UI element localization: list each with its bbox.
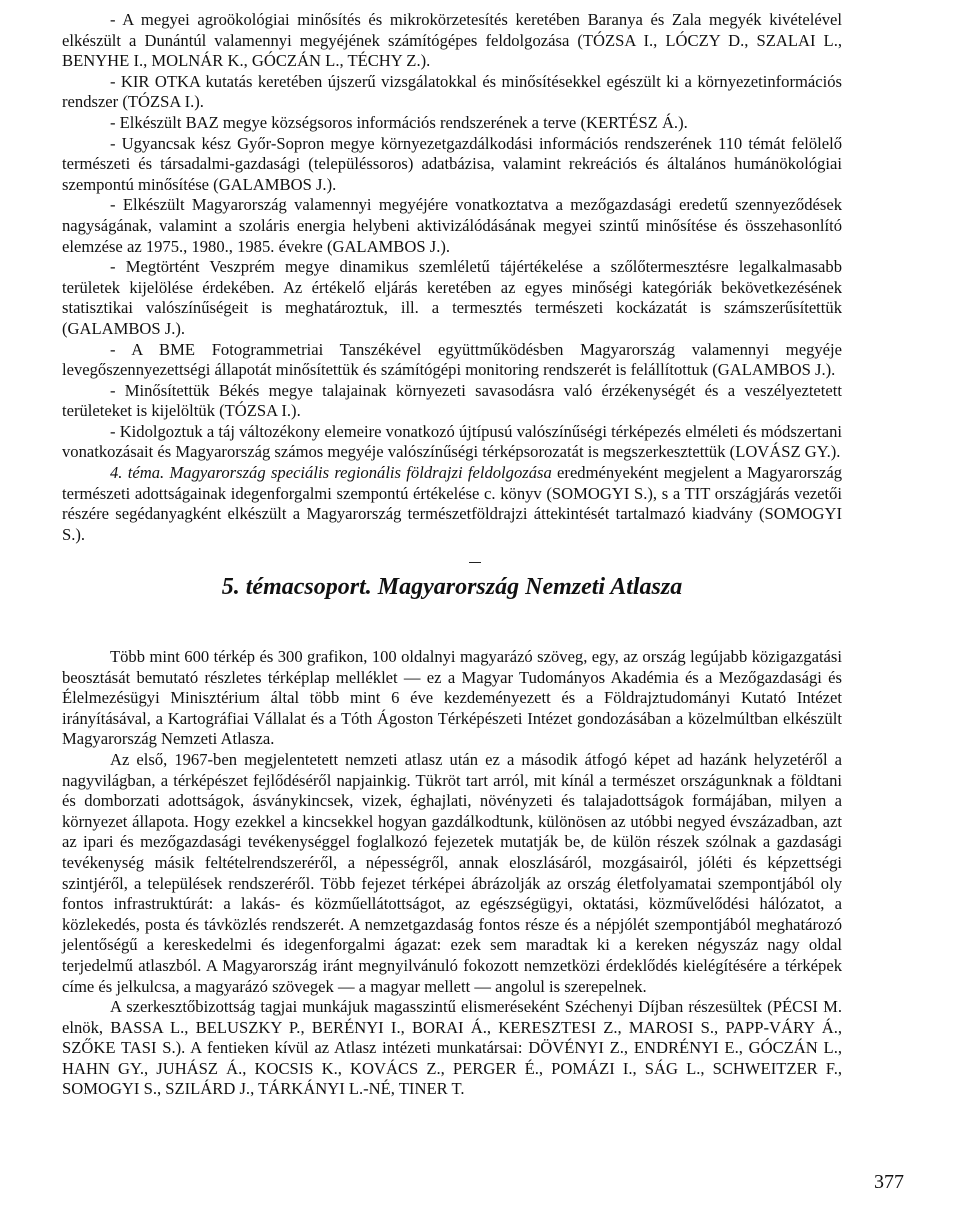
report-item-gyor-sopron: - Ugyancsak kész Győr-Sopron megye környezetgazdálkodási információs rendszerének 110 témát felölelő természeti és társadalmi-gazdasági (településsoros) adatbázisa, valamint rekreációs és általános humánökológiai szempontú minősítése (GALAMBOS J.). — [62, 133, 842, 194]
theme-4-paragraph — [62, 463, 842, 545]
report-item-agroecology: - A megyei agroökológiai minősítés és mikrokörzetesítés keretében Baranya és Zala megyék kivételével elkészült a Dunántúl valamennyi megyéjének számítógépes feldolgozása (TÓZSA I., LÓCZY D., SZALAI L., BENYHE I., MOLNÁR K., GÓCZÁN L., TÉCHY Z.). — [62, 10, 842, 71]
atlas-paragraph-1: Több mint 600 térkép és 300 grafikon, 100 oldalnyi magyarázó szöveg, egy, az ország legújabb közigazgatási beosztását bemutató részletes térképlap melléklet — ez a Magyar Tudományos Akadémia és a Mezőgazdasági és Élelmezésügyi Minisztérium által több mint 6 éve kezdeményezett és a Földrajztudományi Kutató Intézet irányításával, a Kartográfiai Vállalat és a Tóth Ágoston Térképészeti Intézet gondozásában a közelmúltban elkészült Magyarország Nemzeti Atlasza. — [62, 647, 842, 749]
atlas-paragraph-2: Az első, 1967-ben megjelentetett nemzeti atlasz után ez a második átfogó képet ad hazánk helyzetéről a nagyvilágban, a térképészet fejlődéséről napjainkig. Tükröt tart arról, mit kínál a természet országunknak a földtani és domborzati adottságok, ásványkincsek, vizek, éghajlati, növényzeti és talajadottságok formájában, milyen a környezet állapota. Hogy ezekkel a kincsekkel hogyan gazdálkodtunk, különösen az utóbbi negyed évszázadban, azt az ipari és mezőgazdasági tevékenységgel foglalkozó fejezetek mutatják be, de külön részek szólnak a gazdasági tevékenység másik feltételrendszeréről, a népességről, annak eloszlásáról, mozgásairól, jóléti és képzettségi szintjéről, a települések rendszeréről. Több fejezet térképei ábrázolják az ország életfolyamatai szempontjából oly fontos infrastruktúrát: a lakás- és közműellátottságot, az egészségügyi, oktatási, közművelődési hálózatot, a közlekedés, posta és távközlés rendszerét. A nemzetgazdaság fontos része és a népjólét szempontjából meghatározó jelentőségű a kereskedelmi és idegenforgalmi ágazat: ezek sem maradtak ki a kereken négyszáz nagy oldal terjedelmű atlaszból. A Magyarország iránt megnyilvánuló fokozott nemzetközi érdeklődés kielégítésére a térképek címe és jelkulcsa, a magyarázó szövegek — a magyar mellett — angolul is szerepelnek. — [62, 749, 842, 996]
report-item-bekes: - Minősítettük Békés megye talajainak környezeti savasodásra való érzékenységét és a veszélyeztetett területeket is kijelöltük (TÓZSA I.). — [62, 380, 842, 421]
theme-4-number: 4. téma. — [110, 463, 165, 483]
report-item-probability-maps: - Kidolgoztuk a táj változékony elemeire vonatkozó újtípusú valószínűségi térképezés elméleti és módszertani vonatkozásait és Magyarország számos megyéje valószínűségi térképsorozatát is megszerkesztettük (LOVÁSZ GY.). — [62, 421, 842, 462]
report-item-bme: - A BME Fotogrammetriai Tanszékével együttműködésben Magyarország valamennyi megyéje levegőszennyezettségi állapotát minősítettük és számítógépi monitoring rendszerét is felállítottuk (GALAMBOS J.). — [62, 339, 842, 380]
theme-4-title: Magyarország speciális regionális földrajzi feldolgozása — [169, 463, 552, 483]
report-item-veszprem: - Megtörtént Veszprém megye dinamikus szemléletű tájértékelése a szőlőtermesztésre legalkalmasabb területek kijelölése érdekében. Az értékelő eljárás keretében az egyes minőségi kategóriák bekövetkezésének statisztikai valószínűségeit is meghatároztuk, ill. a termesztés természeti kockázatát is számszerűsítettük (GALAMBOS J.). — [62, 257, 842, 338]
document-page — [62, 10, 904, 1193]
report-item-baz-plan: - Elkészült BAZ megye községsoros információs rendszerének a terve (KERTÉSZ Á.). — [110, 112, 688, 132]
report-item-kir-otka: - KIR OTKA kutatás keretében újszerű vizsgálatokkal és minősítésekkel egészült ki a környezetinformációs rendszer (TÓZSA I.). — [62, 71, 842, 112]
page-number: 377 — [874, 1171, 904, 1193]
theme-4-text: eredményeként megjelent a Magyarország természeti adottságainak idegenforgalmi szempontú értékelése c. könyv (SOMOGYI S.), s a TIT országjárás vezetői részére segédanyagként elkészült a Magyarország természetföldrajzi áttekintését tartalmazó kiadvány (SOMOGYI S.). — [62, 463, 843, 544]
report-item-pollution: - Elkészült Magyarország valamennyi megyéjére vonatkoztatva a mezőgazdasági eredetű szennyeződések nagyságának, valamint a szoláris energia helybeni aktivizálódásának megyei szintű minősítése és összehasonlító elemzése az 1975., 1980., 1985. évekre (GALAMBOS J.). — [62, 195, 842, 256]
report-list — [62, 10, 842, 545]
section-heading: 5. témacsoport. Magyarország Nemzeti Atlasza — [221, 574, 683, 600]
atlas-section-body — [62, 647, 842, 1100]
atlas-paragraph-3: A szerkesztőbizottság tagjai munkájuk magasszintű elismeréseként Széchenyi Díjban részesültek (PÉCSI M. elnök, BASSA L., BELUSZKY P., BERÉNYI I., BORAI Á., KERESZTESI Z., MAROSI S., PAPP-VÁRY Á., SZŐKE TASI S.). A fentieken kívül az Atlasz intézeti munkatársai: DÖVÉNYI Z., ENDRÉNYI E., GÓCZÁN L., HAHN GY., JUHÁSZ Á., KOCSIS K., KOVÁCS Z., PERGER É., POMÁZI I., SÁG L., SCHWEITZER F., SOMOGYI S., SZILÁRD J., TÁRKÁNYI L.-NÉ, TINER T. — [62, 997, 842, 1099]
section-divider — [469, 562, 481, 563]
